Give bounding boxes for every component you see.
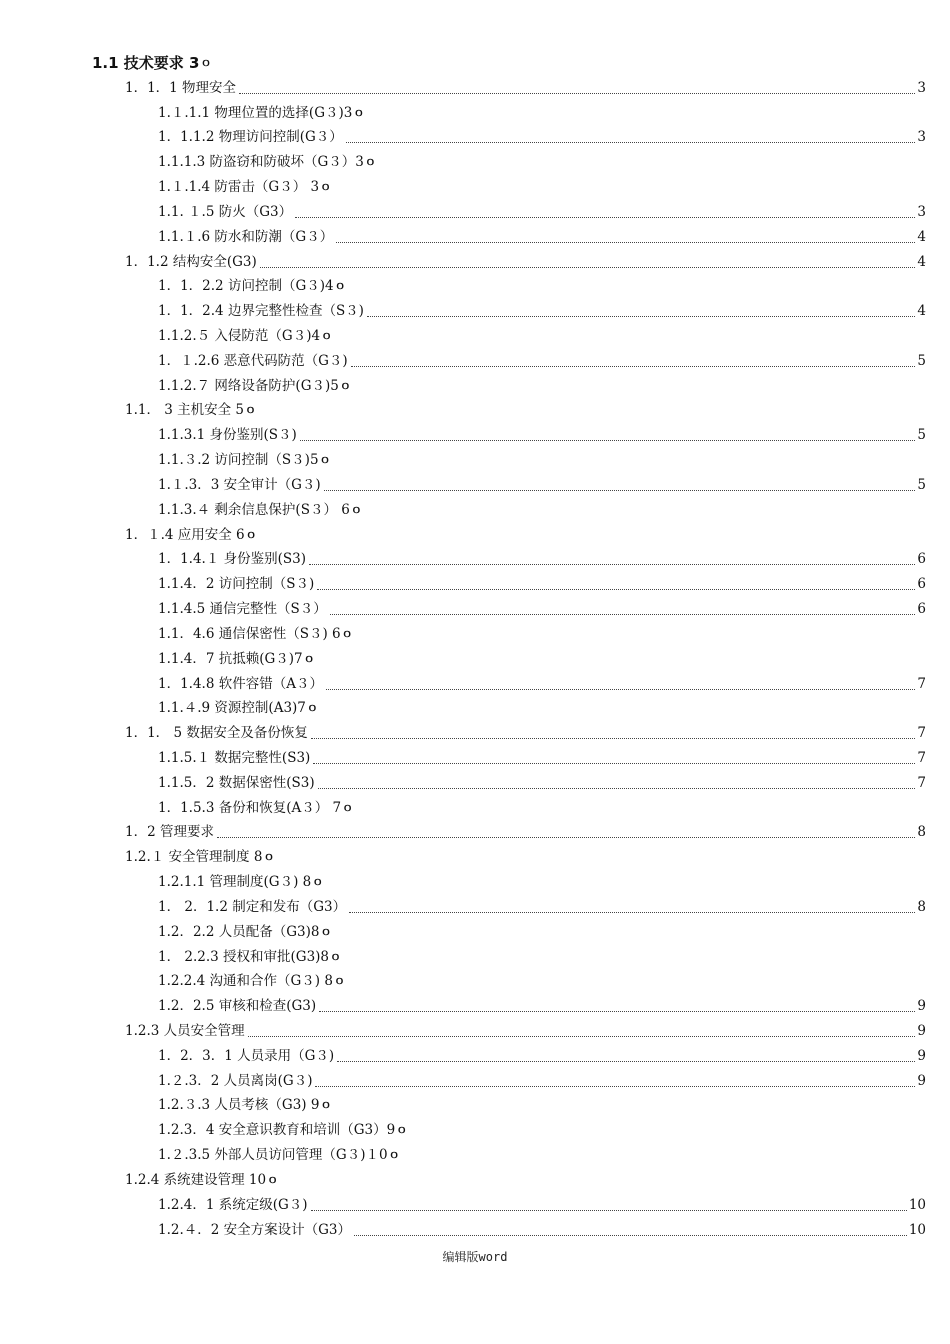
paragraph-mark-icon: ｏ xyxy=(342,800,354,814)
paragraph-mark-icon: ｏ xyxy=(320,1098,332,1112)
toc-page-number: 7 xyxy=(917,725,926,742)
toc-entry[interactable] xyxy=(158,747,926,769)
toc-page-number: 6 xyxy=(917,601,926,618)
toc-entry-title: 1.1.3.４ 剩余信息保护(S３） 6 xyxy=(158,501,350,518)
dot-leader xyxy=(349,911,915,913)
toc-entry[interactable] xyxy=(158,673,926,695)
toc-page-number: 3 xyxy=(917,129,926,146)
toc-entry[interactable] xyxy=(158,697,318,719)
paragraph-mark-icon: ｏ xyxy=(245,527,257,541)
toc-entry-title: 1．1.4.8 软件容错（A３） xyxy=(158,675,323,692)
toc-entry[interactable] xyxy=(158,623,353,645)
dot-leader xyxy=(248,1035,916,1037)
toc-page-number: 5 xyxy=(917,476,926,493)
paragraph-mark-icon: ｏ xyxy=(350,502,362,516)
dot-leader xyxy=(315,1085,915,1087)
paragraph-mark-icon: ｏ xyxy=(320,924,332,938)
toc-entry[interactable] xyxy=(125,77,926,99)
toc-entry[interactable] xyxy=(158,226,926,248)
toc-entry-title: 1.1.４.9 资源控制(A3)7 xyxy=(158,700,306,717)
paragraph-mark-icon: ｏ xyxy=(245,403,257,417)
toc-entry-title: 1．2 管理要求 xyxy=(125,824,214,841)
toc-entry[interactable] xyxy=(158,1070,926,1092)
paragraph-mark-icon: ｏ xyxy=(353,105,365,119)
dot-leader xyxy=(311,737,916,739)
toc-entry-title: 1.1. １.5 防火（G3） xyxy=(158,203,293,220)
paragraph-mark-icon: ｏ xyxy=(334,279,346,293)
toc-entry[interactable] xyxy=(158,871,323,893)
paragraph-mark-icon: ｏ xyxy=(263,850,275,864)
toc-entry-title: 1．1．1 物理安全 xyxy=(125,79,237,96)
toc-entry-title: 1.１.1.4 防雷击（G３） 3 xyxy=(158,179,320,196)
paragraph-mark-icon: ｏ xyxy=(312,875,324,889)
dot-leader xyxy=(313,762,915,764)
toc-page-number: 8 xyxy=(917,824,926,841)
toc-entry[interactable] xyxy=(158,102,364,124)
toc-entry[interactable] xyxy=(158,1045,926,1067)
toc-entry[interactable] xyxy=(125,846,274,868)
paragraph-mark-icon: ｏ xyxy=(200,56,212,69)
paragraph-mark-icon: ｏ xyxy=(396,1123,408,1137)
toc-entry-title: 1.1.１.6 防水和防潮（G３） xyxy=(158,228,334,245)
toc-entry-title: 1.2.１ 安全管理制度 8 xyxy=(125,849,263,866)
toc-entry[interactable] xyxy=(125,524,257,546)
toc-page-number: 3 xyxy=(917,203,926,220)
dot-leader xyxy=(317,588,915,590)
toc-page-number: 9 xyxy=(917,1047,926,1064)
toc-entry-title: 1． 2.2.3 授权和审批(G3)8 xyxy=(158,948,330,965)
paragraph-mark-icon: ｏ xyxy=(303,651,315,665)
toc-page-number: 10 xyxy=(908,1221,926,1238)
toc-entry-title: 1.2.3．4 安全意识教育和培训（G3）9 xyxy=(158,1122,396,1139)
dot-leader xyxy=(351,365,916,367)
toc-entry[interactable] xyxy=(158,772,926,794)
toc-entry-title: 1.1.2.７ 网络设备防护(G３)5 xyxy=(158,377,339,394)
toc-entry[interactable] xyxy=(158,896,926,918)
toc-entry[interactable] xyxy=(125,1169,278,1191)
toc-entry[interactable] xyxy=(158,126,926,148)
toc-entry-title: 1.1.３.2 访问控制（S３)5 xyxy=(158,452,319,469)
toc-page-number: 4 xyxy=(917,303,926,320)
toc-entry-title: 1.１.3．3 安全审计（G３) xyxy=(158,476,321,493)
toc-entry-title: 1.1 技术要求 3 xyxy=(92,54,200,72)
toc-page-number: 8 xyxy=(917,898,926,915)
toc-entry-title: 1.１.1.1 物理位置的选择(G３)3 xyxy=(158,104,353,121)
toc-entry-title: 1.2.４．2 安全方案设计（G3） xyxy=(158,1221,352,1238)
toc-entry[interactable] xyxy=(158,201,926,223)
toc-entry-title: 1.2.2.4 沟通和合作（G３) 8 xyxy=(158,973,333,990)
toc-entry-title: 1．1． 5 数据安全及备份恢复 xyxy=(125,725,308,742)
toc-page-number: 4 xyxy=(917,228,926,245)
toc-entry-title: 1.1． 3 主机安全 5 xyxy=(125,402,245,419)
toc-entry-title: 1.2.4 系统建设管理 10 xyxy=(125,1171,267,1188)
toc-entry[interactable] xyxy=(125,251,926,273)
toc-entry-title: 1.２.3.5 外部人员访问管理（G３)１0 xyxy=(158,1147,388,1164)
toc-entry-title: 1.2．2.2 人员配备（G3)8 xyxy=(158,923,320,940)
paragraph-mark-icon: ｏ xyxy=(341,626,353,640)
toc-page-number: 7 xyxy=(917,675,926,692)
dot-leader xyxy=(337,1060,915,1062)
toc-entry[interactable] xyxy=(125,821,926,843)
paragraph-mark-icon: ｏ xyxy=(320,180,332,194)
toc-entry-title: 1.1.5.１ 数据完整性(S3) xyxy=(158,749,311,766)
toc-entry[interactable] xyxy=(125,399,256,421)
dot-leader xyxy=(346,141,916,143)
dot-leader xyxy=(318,787,916,789)
toc-entry[interactable] xyxy=(158,1194,926,1216)
toc-entry-title: 1．１.4 应用安全 6 xyxy=(125,526,245,543)
paragraph-mark-icon: ｏ xyxy=(306,701,318,715)
paragraph-mark-icon: ｏ xyxy=(319,453,331,467)
toc-page-number: 5 xyxy=(917,352,926,369)
toc-page-number: 3 xyxy=(917,79,926,96)
toc-entry[interactable] xyxy=(158,548,926,570)
toc-entry[interactable] xyxy=(158,573,926,595)
dot-leader xyxy=(239,92,915,94)
toc-page-number: 9 xyxy=(917,998,926,1015)
toc-entry[interactable] xyxy=(125,1020,926,1042)
toc-page-number: 6 xyxy=(917,576,926,593)
toc-entry-title: 1.1.4．2 访问控制（S３) xyxy=(158,576,315,593)
paragraph-mark-icon: ｏ xyxy=(267,1172,279,1186)
paragraph-mark-icon: ｏ xyxy=(321,329,333,343)
toc-page-number: 6 xyxy=(917,551,926,568)
toc-page-number: 9 xyxy=(917,1022,926,1039)
toc-entry-title: 1．2．3．1 人员录用（G３) xyxy=(158,1047,335,1064)
paragraph-mark-icon: ｏ xyxy=(333,974,345,988)
toc-entry[interactable] xyxy=(125,722,926,744)
toc-entry[interactable] xyxy=(158,921,331,943)
paragraph-mark-icon: ｏ xyxy=(330,949,342,963)
toc-entry[interactable] xyxy=(158,449,331,471)
toc-entry-title: 1.1.5．2 数据保密性(S3) xyxy=(158,774,315,791)
page-footer: 编辑版word xyxy=(442,1250,508,1264)
dot-leader xyxy=(217,836,915,838)
toc-entry[interactable] xyxy=(158,350,926,372)
toc-entry[interactable] xyxy=(158,151,376,173)
toc-entry[interactable] xyxy=(158,375,351,397)
dot-leader xyxy=(311,1209,907,1211)
toc-entry-title: 1.1.1.3 防盗窃和防破坏（G３）3 xyxy=(158,154,364,171)
toc-page-number: 4 xyxy=(917,253,926,270)
dot-leader xyxy=(260,266,916,268)
toc-entry[interactable] xyxy=(158,946,341,968)
toc-page-number: 7 xyxy=(917,774,926,791)
toc-entry-title: 1.２.3．2 人员离岗(G３) xyxy=(158,1072,313,1089)
toc-entry-title: 1．1．2.4 边界完整性检查（S３) xyxy=(158,303,364,320)
toc-entry-title: 1.2．2.5 审核和检查(G3) xyxy=(158,998,317,1015)
toc-entry-title: 1.2.4．1 系统定级(G３) xyxy=(158,1196,308,1213)
toc-entry-title: 1．1．2.2 访问控制（G３)4 xyxy=(158,278,334,295)
toc-entry[interactable] xyxy=(158,797,353,819)
toc-entry[interactable] xyxy=(158,300,926,322)
dot-leader xyxy=(324,489,916,491)
dot-leader xyxy=(309,563,915,565)
toc-page-number: 7 xyxy=(917,749,926,766)
toc-entry[interactable] xyxy=(158,648,315,670)
toc-entry-title: 1.1.4.5 通信完整性（S３） xyxy=(158,601,327,618)
toc-entry[interactable] xyxy=(158,499,362,521)
toc-entry-title: 1.2.1.1 管理制度(G３) 8 xyxy=(158,874,312,891)
dot-leader xyxy=(319,1010,915,1012)
toc-entry-title: 1.2.3 人员安全管理 xyxy=(125,1022,245,1039)
dot-leader xyxy=(367,315,915,317)
paragraph-mark-icon: ｏ xyxy=(364,155,376,169)
dot-leader xyxy=(330,613,916,615)
dot-leader xyxy=(336,241,915,243)
toc-entry[interactable] xyxy=(92,52,211,74)
toc-entry[interactable] xyxy=(158,325,332,347)
toc-page-number: 10 xyxy=(908,1196,926,1213)
toc-entry-title: 1．1.5.3 备份和恢复(A３） 7 xyxy=(158,799,342,816)
toc-entry[interactable] xyxy=(158,598,926,620)
paragraph-mark-icon: ｏ xyxy=(388,1148,400,1162)
toc-entry[interactable] xyxy=(158,275,346,297)
toc-entry[interactable] xyxy=(158,970,345,992)
dot-leader xyxy=(354,1234,907,1236)
toc-entry-title: 1.1.4．7 抗抵赖(G３)7 xyxy=(158,650,303,667)
dot-leader xyxy=(295,216,915,218)
toc-entry[interactable] xyxy=(158,1094,331,1116)
toc-entry[interactable] xyxy=(158,474,926,496)
toc-page-number: 9 xyxy=(917,1072,926,1089)
toc-entry[interactable] xyxy=(158,995,926,1017)
toc-entry[interactable] xyxy=(158,424,926,446)
toc-entry-title: 1． 2．1.2 制定和发布（G3） xyxy=(158,898,347,915)
toc-page-number: 5 xyxy=(917,427,926,444)
toc-entry[interactable] xyxy=(158,1119,407,1141)
toc-entry[interactable] xyxy=(158,176,331,198)
toc-entry-title: 1．1.4.１ 身份鉴别(S3) xyxy=(158,551,307,568)
toc-entry[interactable] xyxy=(158,1219,926,1241)
toc-entry-title: 1.1.3.1 身份鉴别(S３) xyxy=(158,427,297,444)
toc-entry-title: 1．１.2.6 恶意代码防范（G３) xyxy=(158,352,348,369)
paragraph-mark-icon: ｏ xyxy=(339,378,351,392)
toc-entry-title: 1.1.2.５ 入侵防范（G３)4 xyxy=(158,328,321,345)
dot-leader xyxy=(326,688,915,690)
toc-entry-title: 1.1．4.6 通信保密性（S３) 6 xyxy=(158,625,341,642)
toc-entry[interactable] xyxy=(158,1144,400,1166)
dot-leader xyxy=(300,439,916,441)
toc-entry-title: 1.2.３.3 人员考核（G3) 9 xyxy=(158,1097,320,1114)
toc-entry-title: 1．1.2 结构安全(G3) xyxy=(125,253,257,270)
toc-entry-title: 1．1.1.2 物理访问控制(G３） xyxy=(158,129,343,146)
